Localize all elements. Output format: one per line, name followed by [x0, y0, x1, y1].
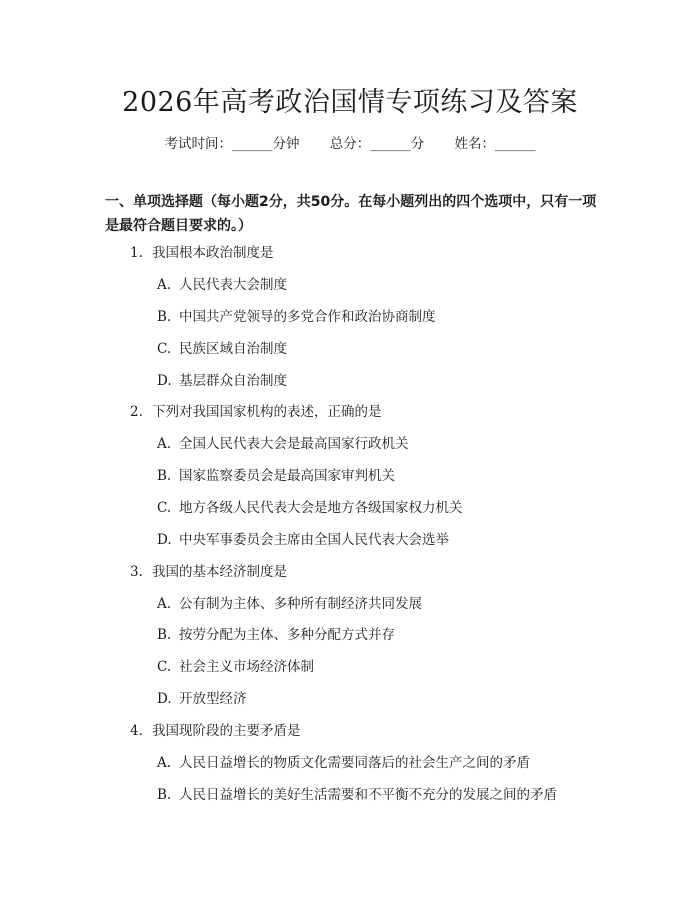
- option-text: 人民日益增长的美好生活需要和不平衡不充分的发展之间的矛盾: [179, 787, 557, 803]
- option-letter: A.: [157, 277, 172, 293]
- question-number: 1.: [130, 245, 143, 261]
- question-3-option-c: [157, 658, 314, 676]
- option-text: 人民代表大会制度: [179, 277, 287, 293]
- option-text: 开放型经济: [179, 691, 247, 707]
- question-stem: 我国现阶段的主要矛盾是: [152, 723, 301, 739]
- question-3-option-b: [157, 626, 395, 644]
- question-3-option-d: [157, 690, 247, 708]
- question-1-option-c: [157, 340, 287, 358]
- option-letter: A.: [157, 436, 172, 452]
- option-text: 基层群众自治制度: [179, 373, 287, 389]
- question-number: 3.: [130, 564, 143, 580]
- exam-info-line: [0, 132, 700, 152]
- question-2-option-d: [157, 531, 449, 549]
- question-number: 2.: [130, 404, 143, 420]
- page-title: 2026年高考政治国情专项练习及答案: [122, 87, 578, 118]
- question-4-option-a: [157, 754, 530, 772]
- question-3: [130, 563, 287, 581]
- option-letter: B.: [157, 468, 172, 484]
- option-letter: C.: [157, 659, 172, 675]
- question-4-option-b: [157, 786, 557, 804]
- question-stem: 我国根本政治制度是: [152, 245, 274, 261]
- option-letter: B.: [157, 309, 172, 325]
- option-letter: B.: [157, 787, 172, 803]
- option-text: 社会主义市场经济体制: [179, 659, 314, 675]
- question-2-option-a: [157, 435, 409, 453]
- student-name-field: 姓名：______: [454, 136, 536, 152]
- option-text: 按劳分配为主体、多种分配方式并存: [179, 627, 395, 643]
- option-text: 中国共产党领导的多党合作和政治协商制度: [179, 309, 436, 325]
- exam-time-field: 考试时间：______分钟: [164, 136, 300, 152]
- option-letter: D.: [157, 691, 172, 707]
- question-2: [130, 403, 382, 421]
- option-letter: C.: [157, 341, 172, 357]
- option-letter: A.: [157, 755, 172, 771]
- option-text: 公有制为主体、多种所有制经济共同发展: [179, 596, 422, 612]
- total-score-field: 总分：______分: [329, 136, 425, 152]
- section-heading-multiple-choice: 一、单项选择题（每小题2分，共50分。在每小题列出的四个选项中，只有一项是最符合题目要求的。）: [105, 194, 597, 234]
- option-letter: C.: [157, 500, 172, 516]
- question-stem: 我国的基本经济制度是: [152, 564, 287, 580]
- option-letter: D.: [157, 532, 172, 548]
- option-text: 中央军事委员会主席由全国人民代表大会选举: [179, 532, 449, 548]
- question-1: [130, 244, 274, 262]
- question-1-option-b: [157, 308, 436, 326]
- option-text: 民族区域自治制度: [179, 341, 287, 357]
- question-number: 4.: [130, 723, 143, 739]
- option-text: 地方各级人民代表大会是地方各级国家权力机关: [179, 500, 463, 516]
- question-1-option-a: [157, 276, 287, 294]
- question-stem: 下列对我国国家机构的表述，正确的是: [152, 404, 382, 420]
- option-text: 国家监察委员会是最高国家审判机关: [179, 468, 395, 484]
- question-3-option-a: [157, 595, 422, 613]
- option-letter: D.: [157, 373, 172, 389]
- question-2-option-b: [157, 467, 395, 485]
- option-letter: A.: [157, 596, 172, 612]
- option-text: 全国人民代表大会是最高国家行政机关: [179, 436, 409, 452]
- option-letter: B.: [157, 627, 172, 643]
- question-2-option-c: [157, 499, 463, 517]
- option-text: 人民日益增长的物质文化需要同落后的社会生产之间的矛盾: [179, 755, 530, 771]
- question-1-option-d: [157, 372, 287, 390]
- question-4: [130, 722, 301, 740]
